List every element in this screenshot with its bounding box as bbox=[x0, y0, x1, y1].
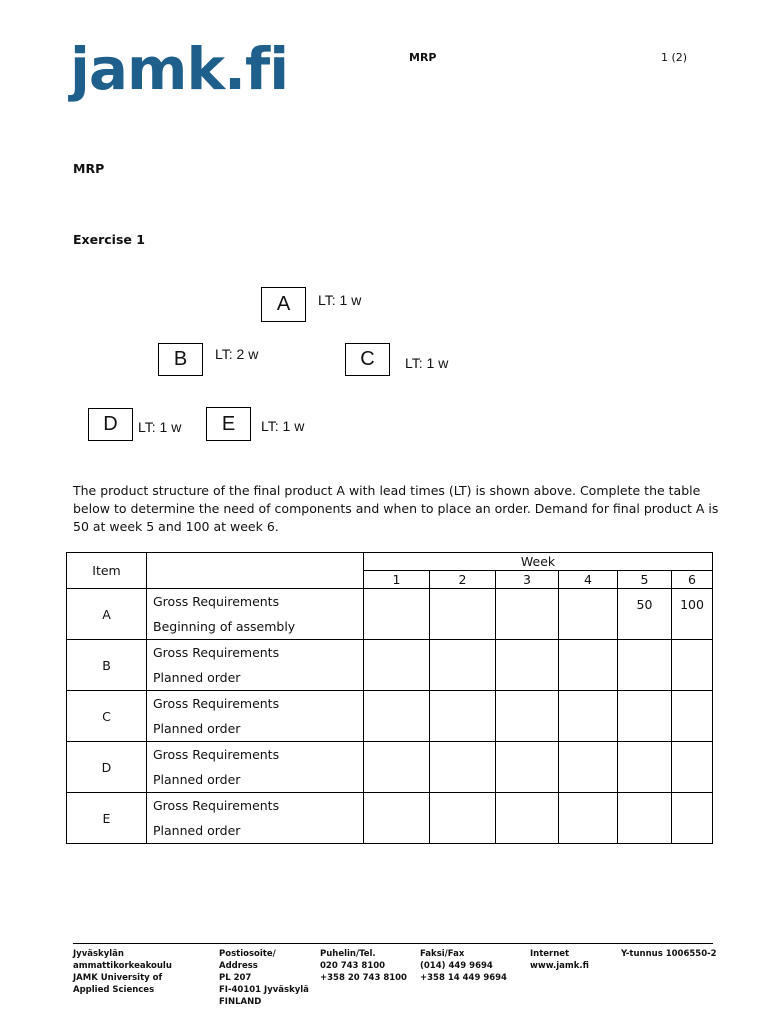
footer-website-link[interactable]: www.jamk.fi bbox=[530, 961, 589, 971]
footer-text: ammattikorkeakoulu bbox=[73, 961, 172, 971]
week-cell[interactable] bbox=[430, 640, 496, 691]
description-cell bbox=[147, 691, 364, 742]
row-line-2: Beginning of assembly bbox=[153, 619, 296, 634]
item-cell: B bbox=[67, 640, 147, 691]
week-2-header: 2 bbox=[430, 571, 496, 589]
week-cell[interactable] bbox=[672, 793, 713, 844]
footer-text: Faksi/Fax bbox=[420, 949, 465, 959]
week-cell[interactable] bbox=[430, 691, 496, 742]
node-e-lead-time: LT: 1 w bbox=[261, 418, 305, 434]
week-1-header: 1 bbox=[364, 571, 430, 589]
footer-text: Y-tunnus 1006550-2 bbox=[621, 949, 717, 959]
week-cell[interactable] bbox=[364, 589, 430, 640]
week-cell[interactable] bbox=[430, 589, 496, 640]
week-cell[interactable] bbox=[496, 793, 559, 844]
week-cell[interactable] bbox=[672, 640, 713, 691]
footer-text: (014) 449 9694 bbox=[420, 961, 493, 971]
jamk-logo: jamk.fi bbox=[70, 35, 289, 103]
footer-text: Address bbox=[219, 961, 258, 971]
description-cell bbox=[147, 793, 364, 844]
week-4-header: 4 bbox=[559, 571, 618, 589]
week-cell[interactable] bbox=[559, 640, 618, 691]
description-cell bbox=[147, 589, 364, 640]
week-cell[interactable] bbox=[364, 742, 430, 793]
week-cell[interactable] bbox=[618, 640, 672, 691]
row-line-2: Planned order bbox=[153, 721, 241, 736]
week-cell[interactable]: 50 bbox=[618, 589, 672, 640]
footer-text: Applied Sciences bbox=[73, 985, 155, 995]
week-5-header: 5 bbox=[618, 571, 672, 589]
footer-text: +358 14 449 9694 bbox=[420, 973, 507, 983]
header-doc-title: MRP bbox=[409, 51, 437, 64]
footer-text: PL 207 bbox=[219, 973, 252, 983]
footer-address bbox=[219, 948, 309, 1008]
footer-text: FI-40101 Jyväskylä bbox=[219, 985, 309, 995]
table-row-b bbox=[67, 640, 713, 691]
week-cell[interactable] bbox=[430, 742, 496, 793]
page-number: 1 (2) bbox=[661, 51, 688, 64]
week-cell[interactable] bbox=[364, 640, 430, 691]
node-e-box: E bbox=[206, 407, 251, 441]
item-cell: A bbox=[67, 589, 147, 640]
footer-text: Jyväskylän bbox=[73, 949, 124, 959]
table-row-e bbox=[67, 793, 713, 844]
week-cell[interactable] bbox=[618, 793, 672, 844]
description-cell bbox=[147, 742, 364, 793]
row-line-1: Gross Requirements bbox=[153, 645, 280, 660]
footer-text: JAMK University of bbox=[73, 973, 163, 983]
footer-text: FINLAND bbox=[219, 997, 262, 1007]
week-cell[interactable] bbox=[618, 691, 672, 742]
footer-text: Postiosoite/ bbox=[219, 949, 276, 959]
item-cell: E bbox=[67, 793, 147, 844]
footer-phone bbox=[320, 948, 407, 984]
row-line-1: Gross Requirements bbox=[153, 798, 280, 813]
week-cell[interactable]: 100 bbox=[672, 589, 713, 640]
description-header bbox=[147, 553, 364, 589]
mrp-table bbox=[66, 552, 713, 844]
week-6-header: 6 bbox=[672, 571, 713, 589]
instructions-paragraph: The product structure of the final product A with lead times (LT) is shown above. Complete the table below to determine the need of components and when to place an order. Demand for final product A is 50 at week 5 and 100 at week 6. bbox=[73, 483, 719, 534]
week-cell[interactable] bbox=[559, 742, 618, 793]
week-cell[interactable] bbox=[672, 742, 713, 793]
footer-divider bbox=[73, 943, 713, 944]
week-cell[interactable] bbox=[496, 589, 559, 640]
week-cell[interactable] bbox=[496, 742, 559, 793]
node-c-box: C bbox=[345, 343, 390, 376]
item-header: Item bbox=[67, 553, 147, 589]
footer-business-id bbox=[621, 948, 717, 960]
row-line-2: Planned order bbox=[153, 823, 241, 838]
item-cell: C bbox=[67, 691, 147, 742]
footer-fax bbox=[420, 948, 507, 984]
page-title: MRP bbox=[73, 161, 105, 176]
footer-institution bbox=[73, 948, 172, 996]
week-cell[interactable] bbox=[364, 793, 430, 844]
table-row-c bbox=[67, 691, 713, 742]
row-line-1: Gross Requirements bbox=[153, 696, 280, 711]
week-cell[interactable] bbox=[559, 589, 618, 640]
description-cell bbox=[147, 640, 364, 691]
week-cell[interactable] bbox=[618, 742, 672, 793]
footer-text: Puhelin/Tel. bbox=[320, 949, 376, 959]
table-row-d bbox=[67, 742, 713, 793]
week-cell[interactable] bbox=[672, 691, 713, 742]
footer-internet bbox=[530, 948, 589, 972]
node-d-lead-time: LT: 1 w bbox=[138, 419, 182, 435]
item-cell: D bbox=[67, 742, 147, 793]
week-cell[interactable] bbox=[559, 793, 618, 844]
week-3-header: 3 bbox=[496, 571, 559, 589]
node-a-box: A bbox=[261, 287, 306, 322]
row-line-1: Gross Requirements bbox=[153, 594, 280, 609]
week-cell[interactable] bbox=[559, 691, 618, 742]
node-b-box: B bbox=[158, 343, 203, 376]
footer-text: 020 743 8100 bbox=[320, 961, 386, 971]
node-a-lead-time: LT: 1 w bbox=[318, 292, 362, 308]
week-cell[interactable] bbox=[496, 640, 559, 691]
row-line-1: Gross Requirements bbox=[153, 747, 280, 762]
row-line-2: Planned order bbox=[153, 772, 241, 787]
week-header: Week bbox=[364, 553, 713, 571]
row-line-2: Planned order bbox=[153, 670, 241, 685]
week-cell[interactable] bbox=[430, 793, 496, 844]
week-cell[interactable] bbox=[496, 691, 559, 742]
footer-text: +358 20 743 8100 bbox=[320, 973, 407, 983]
footer-text: Internet bbox=[530, 949, 570, 959]
table-row-a bbox=[67, 589, 713, 640]
exercise-heading: Exercise 1 bbox=[73, 232, 145, 247]
node-d-box: D bbox=[88, 408, 133, 441]
week-cell[interactable] bbox=[364, 691, 430, 742]
node-c-lead-time: LT: 1 w bbox=[405, 355, 449, 371]
node-b-lead-time: LT: 2 w bbox=[215, 346, 259, 362]
